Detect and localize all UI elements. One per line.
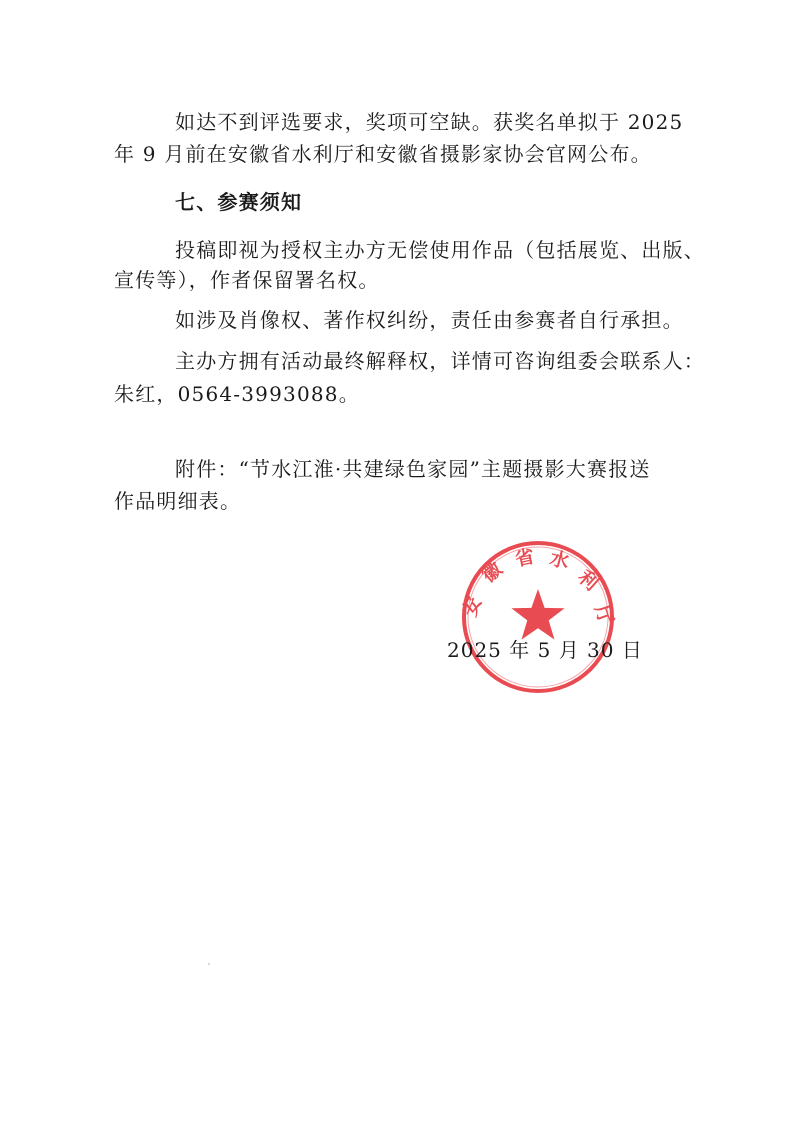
- svg-text:徽: 徽: [477, 557, 507, 587]
- svg-text:水: 水: [547, 547, 572, 574]
- paragraph-2-line-2: 宣传等），作者保留署名权。: [114, 268, 380, 292]
- paragraph-2-line-1: 投稿即视为授权主办方无偿使用作品（包括展览、出版、: [175, 238, 705, 262]
- signature-date: 2025 年 5 月 30 日: [447, 638, 643, 662]
- scan-speck: [208, 963, 210, 965]
- svg-text:省: 省: [513, 545, 537, 571]
- paragraph-1-line-2: 年 9 月前在安徽省水利厅和安徽省摄影家协会官网公布。: [114, 142, 652, 166]
- section-7-heading: 七、参赛须知: [175, 190, 303, 214]
- svg-text:利: 利: [573, 566, 603, 596]
- paragraph-4-line-2: 朱红，0564-3993088。: [114, 382, 360, 406]
- paragraph-1-line-1: 如达不到评选要求，奖项可空缺。获奖名单拟于 2025: [175, 110, 684, 134]
- paragraph-3-line-1: 如涉及肖像权、著作权纠纷，责任由参赛者自行承担。: [175, 308, 684, 332]
- attachment-line-2: 作品明细表。: [114, 489, 242, 513]
- official-seal: [458, 537, 618, 697]
- paragraph-4-line-1: 主办方拥有活动最终解释权，详情可咨询组委会联系人：: [175, 349, 705, 373]
- svg-text:安: 安: [458, 593, 487, 620]
- attachment-line-1: 附件：“节水江淮·共建绿色家园”主题摄影大赛报送: [175, 457, 651, 481]
- svg-text:厅: 厅: [590, 602, 618, 628]
